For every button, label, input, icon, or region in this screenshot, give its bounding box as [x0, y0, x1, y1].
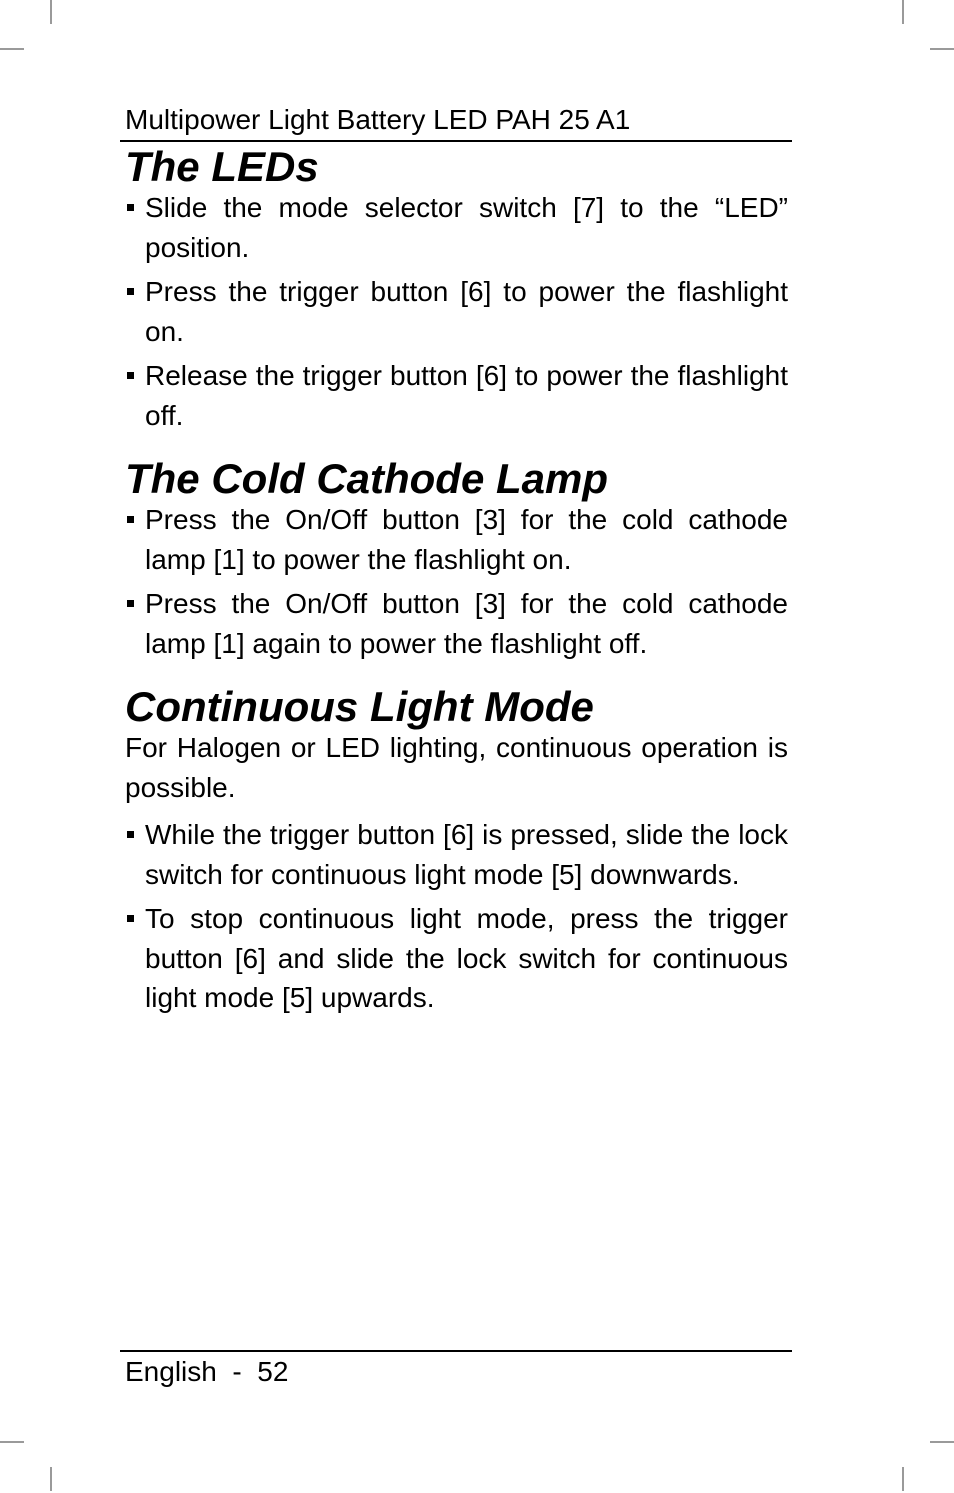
page-footer: English - 52 [125, 1356, 289, 1387]
crop-mark [902, 1467, 904, 1491]
list-item: While the trigger button [6] is pressed, slide the lock switch for continuous light mode [5] downwards. [125, 815, 788, 894]
section-continuous-light-mode [125, 683, 788, 1018]
bullet-list [125, 500, 788, 663]
section-paragraph: For Halogen or LED lighting, continuous operation is possible. [125, 732, 788, 803]
crop-mark [50, 1467, 52, 1491]
crop-mark [0, 48, 24, 50]
crop-mark [0, 1441, 24, 1443]
section-title: The LEDs [125, 143, 319, 190]
list-item: Slide the mode selector switch [7] to the “LED” position. [125, 188, 788, 267]
crop-mark [930, 1441, 954, 1443]
list-item: Release the trigger button [6] to power the flashlight off. [125, 356, 788, 435]
list-item: Press the On/Off button [3] for the cold cathode lamp [1] to power the flashlight on. [125, 500, 788, 579]
bullet-list [125, 188, 788, 435]
bullet-list [125, 815, 788, 1018]
list-item: Press the On/Off button [3] for the cold cathode lamp [1] again to power the flashlight off. [125, 584, 788, 663]
header-rule [120, 140, 792, 142]
list-item: Press the trigger button [6] to power the flashlight on. [125, 272, 788, 351]
crop-mark [50, 0, 52, 24]
section-title: Continuous Light Mode [125, 683, 594, 730]
list-item: To stop continuous light mode, press the trigger button [6] and slide the lock switch for continuous light mode [5] upwards. [125, 899, 788, 1018]
footer-rule [120, 1350, 792, 1352]
page-content [125, 143, 788, 1023]
section-title: The Cold Cathode Lamp [125, 455, 608, 502]
crop-mark [902, 0, 904, 24]
running-header: Multipower Light Battery LED PAH 25 A1 [125, 104, 631, 135]
crop-mark [930, 48, 954, 50]
section-leds [125, 143, 788, 435]
section-cold-cathode-lamp [125, 455, 788, 663]
